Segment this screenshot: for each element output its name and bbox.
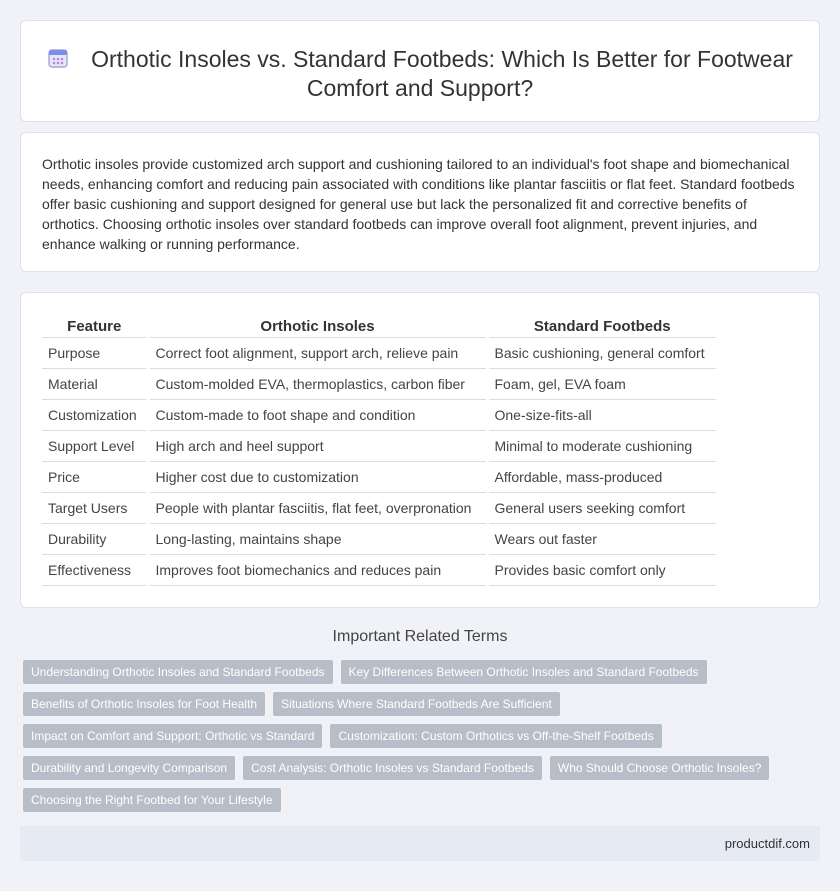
- standard-cell: Wears out faster: [487, 524, 716, 555]
- intro-paragraph: Orthotic insoles provide customized arch support and cushioning tailored to an individual's foot shape and biomechanical needs, enhancing comfort and reducing pain associated with conditions like plantar fasciitis or flat feet. Standard footbeds offer basic cushioning and support designed for general use but lack the personalized fit and corrective benefits of orthotics. Choosing orthotic insoles over standard footbeds can improve overall foot alignment, prevent injuries, and enhance walking or running performance.: [42, 156, 795, 252]
- feature-cell: Material: [42, 369, 148, 400]
- feature-cell: Purpose: [42, 338, 148, 369]
- standard-cell: Basic cushioning, general comfort: [487, 338, 716, 369]
- related-term-tag[interactable]: Who Should Choose Orthotic Insoles?: [550, 756, 769, 780]
- standard-cell: Affordable, mass-produced: [487, 462, 716, 493]
- comparison-card: [20, 292, 820, 608]
- page-title: [21, 45, 819, 103]
- orthotic-cell: Improves foot biomechanics and reduces pain: [148, 555, 487, 586]
- orthotic-cell: Higher cost due to customization: [148, 462, 487, 493]
- standard-cell: General users seeking comfort: [487, 493, 716, 524]
- feature-cell: Customization: [42, 400, 148, 431]
- feature-cell: Support Level: [42, 431, 148, 462]
- header-orthotic: Orthotic Insoles: [148, 315, 487, 338]
- related-term-tag[interactable]: Situations Where Standard Footbeds Are Sufficient: [273, 692, 560, 716]
- related-term-tag[interactable]: Key Differences Between Orthotic Insoles and Standard Footbeds: [341, 660, 707, 684]
- standard-cell: Minimal to moderate cushioning: [487, 431, 716, 462]
- footer-site[interactable]: productdif.com: [724, 836, 810, 851]
- footer: [20, 826, 820, 861]
- related-term-tag[interactable]: Benefits of Orthotic Insoles for Foot Health: [23, 692, 265, 716]
- related-term-tag[interactable]: Customization: Custom Orthotics vs Off-the-Shelf Footbeds: [330, 724, 661, 748]
- table-row: [42, 400, 716, 431]
- table-row: [42, 369, 716, 400]
- feature-cell: Effectiveness: [42, 555, 148, 586]
- calendar-icon: [47, 47, 69, 69]
- header-feature: Feature: [42, 315, 148, 338]
- feature-cell: Target Users: [42, 493, 148, 524]
- table-row: [42, 462, 716, 493]
- table-row: [42, 431, 716, 462]
- feature-cell: Price: [42, 462, 148, 493]
- related-term-tag[interactable]: Understanding Orthotic Insoles and Standard Footbeds: [23, 660, 333, 684]
- table-row: [42, 555, 716, 586]
- orthotic-cell: Custom-made to foot shape and condition: [148, 400, 487, 431]
- related-term-tag[interactable]: Impact on Comfort and Support: Orthotic vs Standard: [23, 724, 322, 748]
- comparison-table: [42, 315, 716, 586]
- intro-card: [20, 132, 820, 272]
- orthotic-cell: Long-lasting, maintains shape: [148, 524, 487, 555]
- related-term-tag[interactable]: Choosing the Right Footbed for Your Lifestyle: [23, 788, 281, 812]
- related-term-tag[interactable]: Cost Analysis: Orthotic Insoles vs Standard Footbeds: [243, 756, 542, 780]
- page-title-text: Orthotic Insoles vs. Standard Footbeds: Which Is Better for Footwear Comfort and Support?: [91, 46, 793, 101]
- related-terms-list: [23, 660, 813, 812]
- feature-cell: Durability: [42, 524, 148, 555]
- orthotic-cell: People with plantar fasciitis, flat feet, overpronation: [148, 493, 487, 524]
- related-term-tag[interactable]: Durability and Longevity Comparison: [23, 756, 235, 780]
- orthotic-cell: Custom-molded EVA, thermoplastics, carbon fiber: [148, 369, 487, 400]
- header-standard: Standard Footbeds: [487, 315, 716, 338]
- orthotic-cell: High arch and heel support: [148, 431, 487, 462]
- standard-cell: Provides basic comfort only: [487, 555, 716, 586]
- standard-cell: One-size-fits-all: [487, 400, 716, 431]
- orthotic-cell: Correct foot alignment, support arch, relieve pain: [148, 338, 487, 369]
- table-row: [42, 338, 716, 369]
- standard-cell: Foam, gel, EVA foam: [487, 369, 716, 400]
- related-terms-heading: Important Related Terms: [332, 628, 508, 645]
- table-row: [42, 524, 716, 555]
- table-header-row: [42, 315, 716, 338]
- title-card: [20, 20, 820, 122]
- table-row: [42, 493, 716, 524]
